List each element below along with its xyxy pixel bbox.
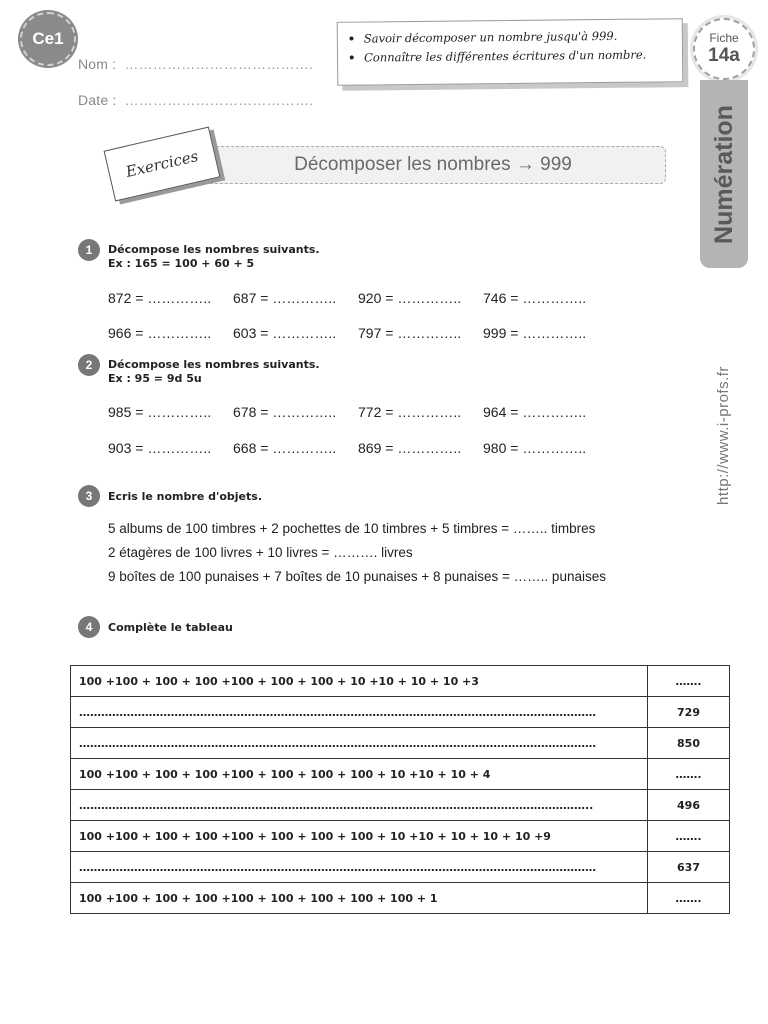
result-cell[interactable]: 496 — [648, 790, 730, 821]
objectives-box — [337, 18, 684, 86]
exercise-2-instruction: Décompose les nombres suivants. — [108, 358, 320, 371]
result-cell[interactable]: ……. — [648, 759, 730, 790]
decompose-item[interactable]: 966 = ………….. — [108, 325, 212, 341]
result-cell[interactable]: ……. — [648, 666, 730, 697]
exercise-2-number: 2 — [78, 354, 100, 376]
sum-cell[interactable]: 100 +100 + 100 + 100 +100 + 100 + 100 + 10 +10 + 10 + 10 +3 — [71, 666, 648, 697]
table-row — [71, 728, 730, 759]
exercise-1-row — [108, 325, 608, 341]
sum-cell[interactable]: …………………………………………………………………………………………………………………………… — [71, 697, 648, 728]
table-row — [71, 821, 730, 852]
objective-text: Connaître les différentes écritures d'un nombre. — [363, 47, 647, 65]
sum-cell[interactable]: ………………………………………………………………………………………………………………………….. — [71, 790, 648, 821]
exercise-2-row — [108, 404, 608, 420]
decompose-item[interactable]: 746 = ………….. — [483, 290, 587, 306]
table-row — [71, 666, 730, 697]
result-cell[interactable]: 729 — [648, 697, 730, 728]
exercise-2-example: Ex : 95 = 9d 5u — [108, 372, 202, 385]
word-problem[interactable]: 5 albums de 100 timbres + 2 pochettes de 10 timbres + 5 timbres = …….. timbres — [108, 521, 596, 536]
exercise-4-number: 4 — [78, 616, 100, 638]
word-problem[interactable]: 2 étagères de 100 livres + 10 livres = ………. livres — [108, 545, 413, 560]
decompose-item[interactable]: 872 = ………….. — [108, 290, 212, 306]
exercise-1-number: 1 — [78, 239, 100, 261]
table-row — [71, 759, 730, 790]
name-field[interactable] — [78, 56, 313, 72]
decompose-item[interactable]: 603 = ………….. — [233, 325, 337, 341]
page-title: Décomposer les nombres → 999 — [200, 146, 666, 184]
bullet-icon: • — [347, 31, 356, 46]
exercise-2-heading — [108, 358, 320, 386]
table-row — [71, 883, 730, 914]
objective-item — [348, 28, 672, 45]
decompose-item[interactable]: 999 = ………….. — [483, 325, 587, 341]
sum-cell[interactable]: 100 +100 + 100 + 100 +100 + 100 + 100 + 100 + 10 +10 + 10 + 10 + 10 +9 — [71, 821, 648, 852]
table-row — [71, 697, 730, 728]
decompose-item[interactable]: 903 = ………….. — [108, 440, 212, 456]
sum-cell[interactable]: …………………………………………………………………………………………………………………………… — [71, 852, 648, 883]
bullet-icon: • — [347, 50, 356, 65]
decompose-item[interactable]: 678 = ………….. — [233, 404, 337, 420]
objective-item — [348, 47, 672, 64]
decompose-item[interactable]: 920 = ………….. — [358, 290, 462, 306]
site-url — [708, 360, 738, 510]
subject-label: Numération — [709, 104, 738, 244]
exercise-4-instruction: Complète le tableau — [108, 621, 233, 634]
exercise-2-row — [108, 440, 608, 456]
result-cell[interactable]: 850 — [648, 728, 730, 759]
exercise-1-example: Ex : 165 = 100 + 60 + 5 — [108, 257, 255, 270]
exercise-1-row — [108, 290, 608, 306]
subject-tab — [700, 80, 748, 268]
exercise-3-instruction: Ecris le nombre d'objets. — [108, 490, 262, 503]
fiche-badge — [693, 18, 755, 80]
site-url-text: http://www.i-profs.fr — [714, 365, 732, 505]
decompose-item[interactable]: 772 = ………….. — [358, 404, 462, 420]
sum-cell[interactable]: 100 +100 + 100 + 100 +100 + 100 + 100 + 100 + 10 +10 + 10 + 4 — [71, 759, 648, 790]
completion-table — [70, 665, 730, 914]
word-problem[interactable]: 9 boîtes de 100 punaises + 7 boîtes de 10 punaises + 8 punaises = …….. punaises — [108, 569, 606, 584]
date-field[interactable] — [78, 92, 313, 108]
exercise-3-number: 3 — [78, 485, 100, 507]
table-row — [71, 790, 730, 821]
date-label: Date : — [78, 92, 117, 108]
date-dots: …………………………………. — [124, 92, 314, 108]
exercices-card: Exercices — [104, 127, 221, 202]
table-row — [71, 852, 730, 883]
result-cell[interactable]: ……. — [648, 883, 730, 914]
exercise-1-heading — [108, 243, 320, 271]
name-dots: …………………………………. — [124, 56, 314, 72]
sum-cell[interactable]: …………………………………………………………………………………………………………………………… — [71, 728, 648, 759]
level-badge: Ce1 — [20, 12, 76, 66]
decompose-item[interactable]: 980 = ………….. — [483, 440, 587, 456]
name-label: Nom : — [78, 56, 117, 72]
fiche-number: 14a — [708, 44, 740, 66]
result-cell[interactable]: 637 — [648, 852, 730, 883]
decompose-item[interactable]: 687 = ………….. — [233, 290, 337, 306]
decompose-item[interactable]: 869 = ………….. — [358, 440, 462, 456]
decompose-item[interactable]: 985 = ………….. — [108, 404, 212, 420]
decompose-item[interactable]: 964 = ………….. — [483, 404, 587, 420]
objective-text: Savoir décomposer un nombre jusqu'à 999. — [363, 28, 618, 46]
result-cell[interactable]: ……. — [648, 821, 730, 852]
fiche-label: Fiche — [709, 30, 739, 45]
decompose-item[interactable]: 797 = ………….. — [358, 325, 462, 341]
exercise-1-instruction: Décompose les nombres suivants. — [108, 243, 320, 256]
sum-cell[interactable]: 100 +100 + 100 + 100 +100 + 100 + 100 + 100 + 100 + 1 — [71, 883, 648, 914]
decompose-item[interactable]: 668 = ………….. — [233, 440, 337, 456]
